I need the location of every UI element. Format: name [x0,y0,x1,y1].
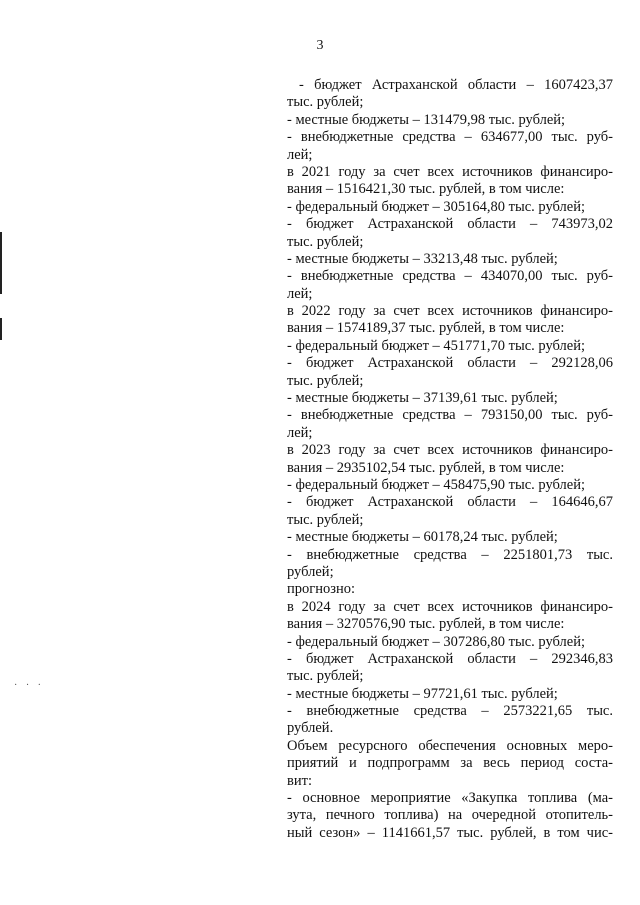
text-line: в 2021 году за счет всех источников финансиро- [287,163,613,180]
text-line: - местные бюджеты – 97721,61 тыс. рублей; [287,685,558,702]
text-line: - внебюджетные средства – 2251801,73 тыс. [287,546,613,563]
text-line: прогнозно: [287,581,355,598]
text-line: - внебюджетные средства – 2573221,65 тыс. [287,703,613,720]
text-line: тыс. рублей; [287,94,364,111]
text-line: - местные бюджеты – 33213,48 тыс. рублей; [287,250,558,267]
text-line: приятий и подпрограмм за весь период соста- [287,755,613,772]
text-line: - внебюджетные средства – 434070,00 тыс. руб- [287,268,613,285]
text-line: рублей; [287,563,334,580]
text-line: Объем ресурсного обеспечения основных меро- [287,737,613,754]
text-line: - федеральный бюджет – 458475,90 тыс. рублей; [287,476,586,493]
text-line: - внебюджетные средства – 793150,00 тыс. руб- [287,407,613,424]
text-line: вания – 1516421,30 тыс. рублей, в том числе: [287,181,565,198]
text-line: зута, печного топлива) на очередной отопитель- [287,807,613,824]
text-line: - бюджет Астраханской области – 292128,06 [287,355,613,372]
text-line: - бюджет Астраханской области – 1607423,37 [299,77,613,93]
text-line: - бюджет Астраханской области – 164646,67 [287,494,613,511]
text-line: - внебюджетные средства – 634677,00 тыс. руб- [287,129,613,146]
text-line: тыс. рублей; [287,668,364,685]
text-line: в 2024 году за счет всех источников финансиро- [287,598,613,615]
text-line: вит: [287,772,312,789]
margin-mark-top [0,232,2,294]
text-line: тыс. рублей; [287,233,364,250]
text-line: лей; [287,285,313,302]
text-line: вания – 2935102,54 тыс. рублей, в том числе: [287,459,565,476]
text-line: вания – 1574189,37 тыс. рублей, в том числе: [287,320,565,337]
text-line: - местные бюджеты – 60178,24 тыс. рублей; [287,529,558,546]
text-line: - местные бюджеты – 131479,98 тыс. рублей; [287,111,566,128]
text-line: тыс. рублей; [287,511,364,528]
document-text-column [287,77,613,842]
text-line: лей; [287,146,313,163]
text-line: рублей. [287,720,334,737]
text-line: лей; [287,424,313,441]
scan-artifact-dots: · · · [14,680,44,691]
text-line: - местные бюджеты – 37139,61 тыс. рублей; [287,390,558,407]
text-line: вания – 3270576,90 тыс. рублей, в том числе: [287,616,565,633]
text-line: тыс. рублей; [287,372,364,389]
text-line: - федеральный бюджет – 307286,80 тыс. рублей; [287,633,586,650]
text-line: - основное мероприятие «Закупка топлива (ма- [287,790,613,807]
text-line: - бюджет Астраханской области – 743973,02 [287,216,613,233]
text-line: - бюджет Астраханской области – 292346,83 [287,650,613,667]
text-line: - федеральный бюджет – 451771,70 тыс. рублей; [287,337,586,354]
page-number: 3 [316,38,324,53]
text-line: в 2023 году за счет всех источников финансиро- [287,442,613,459]
margin-mark-bottom [0,318,2,340]
text-line: - федеральный бюджет – 305164,80 тыс. рублей; [287,198,586,215]
text-line: ный сезон» – 1141661,57 тыс. рублей, в том чис- [287,824,613,841]
text-line: в 2022 году за счет всех источников финансиро- [287,303,613,320]
